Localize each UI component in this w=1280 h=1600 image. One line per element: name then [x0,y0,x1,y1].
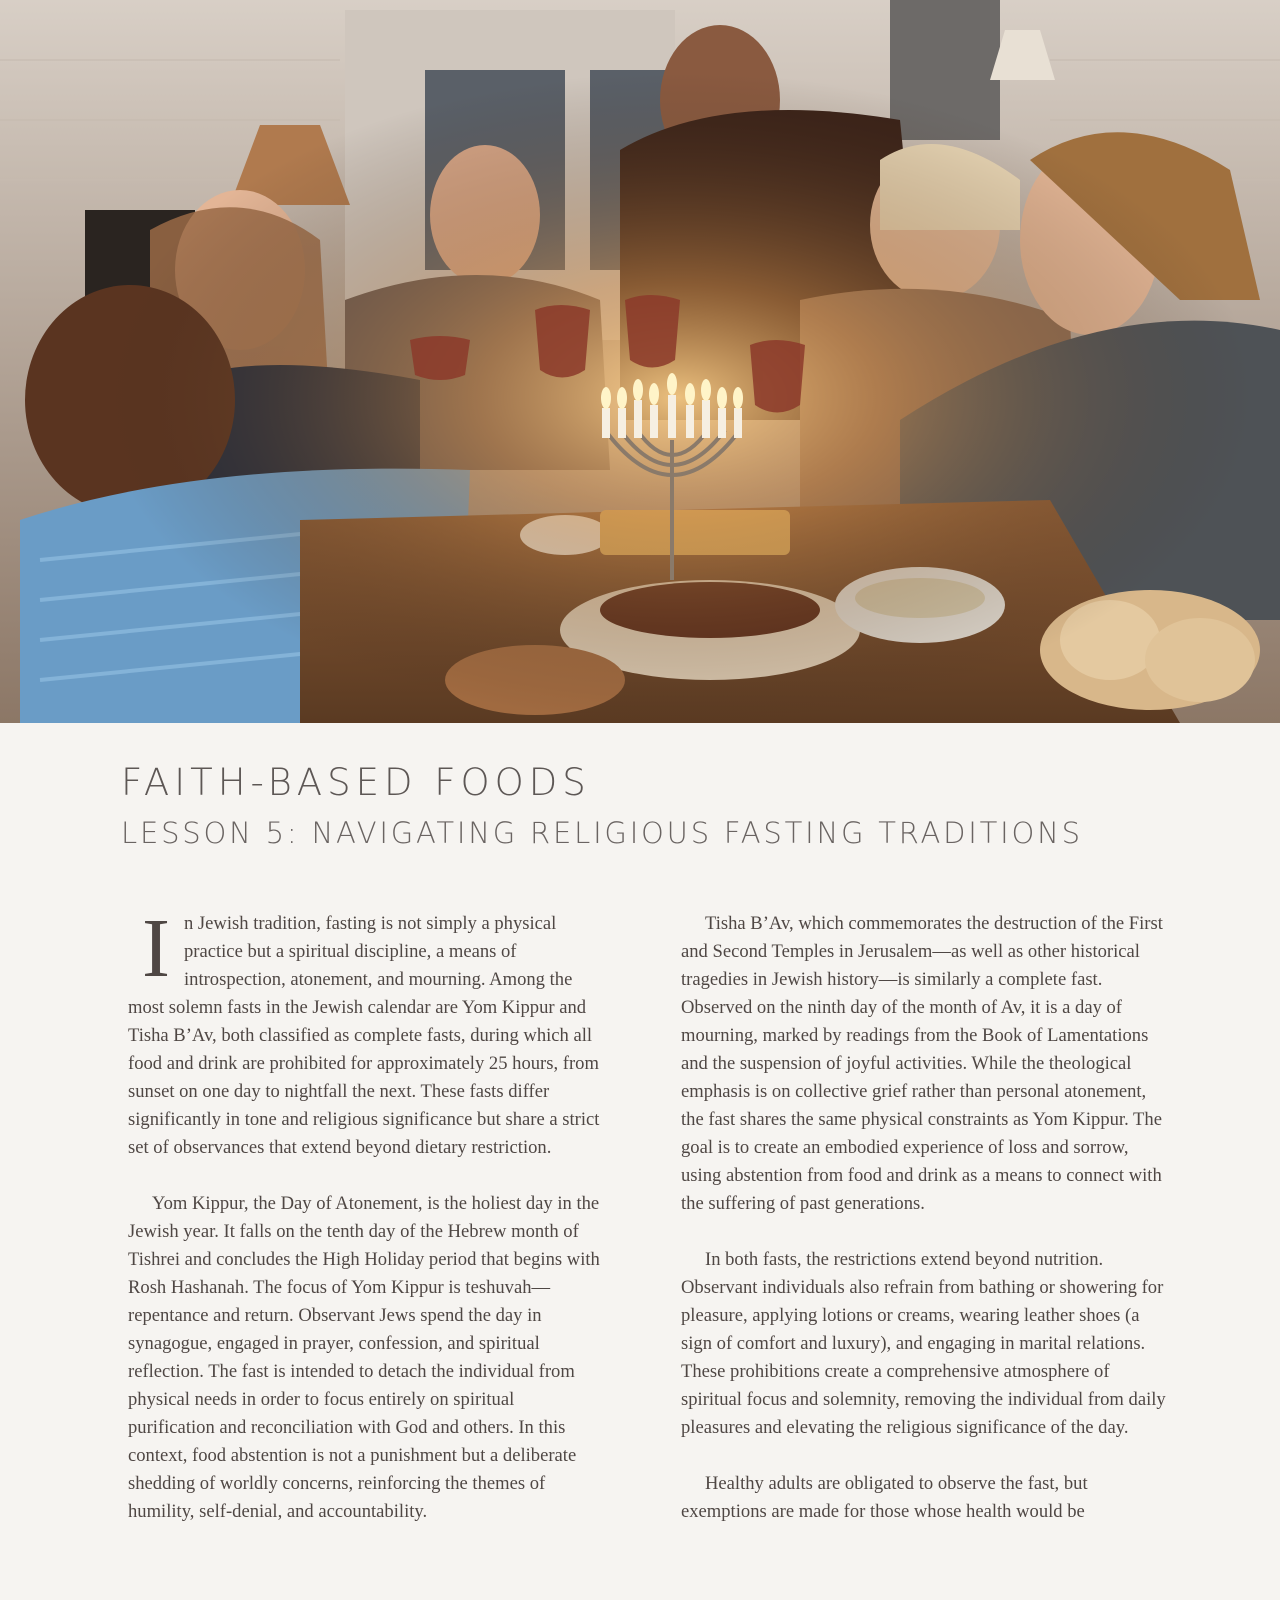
family-dinner-photo-icon [0,0,1280,723]
paragraph [128,902,603,1162]
drop-cap: I [142,902,170,995]
paragraph: Healthy adults are obligated to observe the fast, but exemptions are made for those whose health would be [681,1473,1088,1522]
lesson-header [121,760,1161,852]
paragraph: In both fasts, the restrictions extend beyond nutrition. Observant individuals also refrain from bathing or showering for pleasure, applying lotions or creams, wearing leather shoes (a sign of comfort and luxury), and engaging in marital relations. These prohibitions create a comprehensive atmosphere of spiritual focus and solemnity, removing the individual from daily pleasures and elevating the religious significance of the day. [681,1249,1166,1438]
paragraph: Tisha B’Av, which commemorates the destruction of the First and Second Temples in Jerusalem—as well as other historical tragedies in Jewish history—is similarly a complete fast. Observed on the ninth day of the month of Av, it is a day of mourning, marked by readings from the Book of Lamentations and the suspension of joyful activities. While the theological emphasis is on collective grief rather than personal atonement, the fast shares the same physical constraints as Yom Kippur. The goal is to create an embodied experience of loss and sorrow, using abstention from food and drink as a means to connect with the suffering of past generations. [681,913,1163,1214]
lesson-title: LESSON 5: NAVIGATING RELIGIOUS FASTING TRADITIONS [121,816,1083,850]
series-title: FAITH-BASED FOODS [121,761,591,804]
paragraph: Yom Kippur, the Day of Atonement, is the holiest day in the Jewish year. It falls on the tenth day of the Hebrew month of Tishrei and concludes the High Holiday period that begins with Rosh Hashanah. The focus of Yom Kippur is teshuvah—repentance and return. Observant Jews spend the day in synagogue, engaged in prayer, confession, and spiritual reflection. The fast is intended to detach the individual from physical needs in order to focus entirely on spiritual purification and reconciliation with God and others. In this context, food abstention is not a punishment but a deliberate shedding of worldly concerns, reinforcing the themes of humility, self-denial, and accountability. [128,1193,600,1522]
article-left-column [128,902,603,1554]
article-right-column [681,910,1166,1554]
hero-photo [0,0,1280,723]
paragraph-text: n Jewish tradition, fasting is not simply a physical practice but a spiritual discipline, a means of introspection, atonement, and mourning. Among the most solemn fasts in the Jewish calendar are Yom Kippur and Tisha B’Av, both classified as complete fasts, during which all food and drink are prohibited for approximately 25 hours, from sunset on one day to nightfall the next. These fasts differ significantly in tone and religious significance but share a strict set of observances that extend beyond dietary restriction. [128,913,600,1158]
